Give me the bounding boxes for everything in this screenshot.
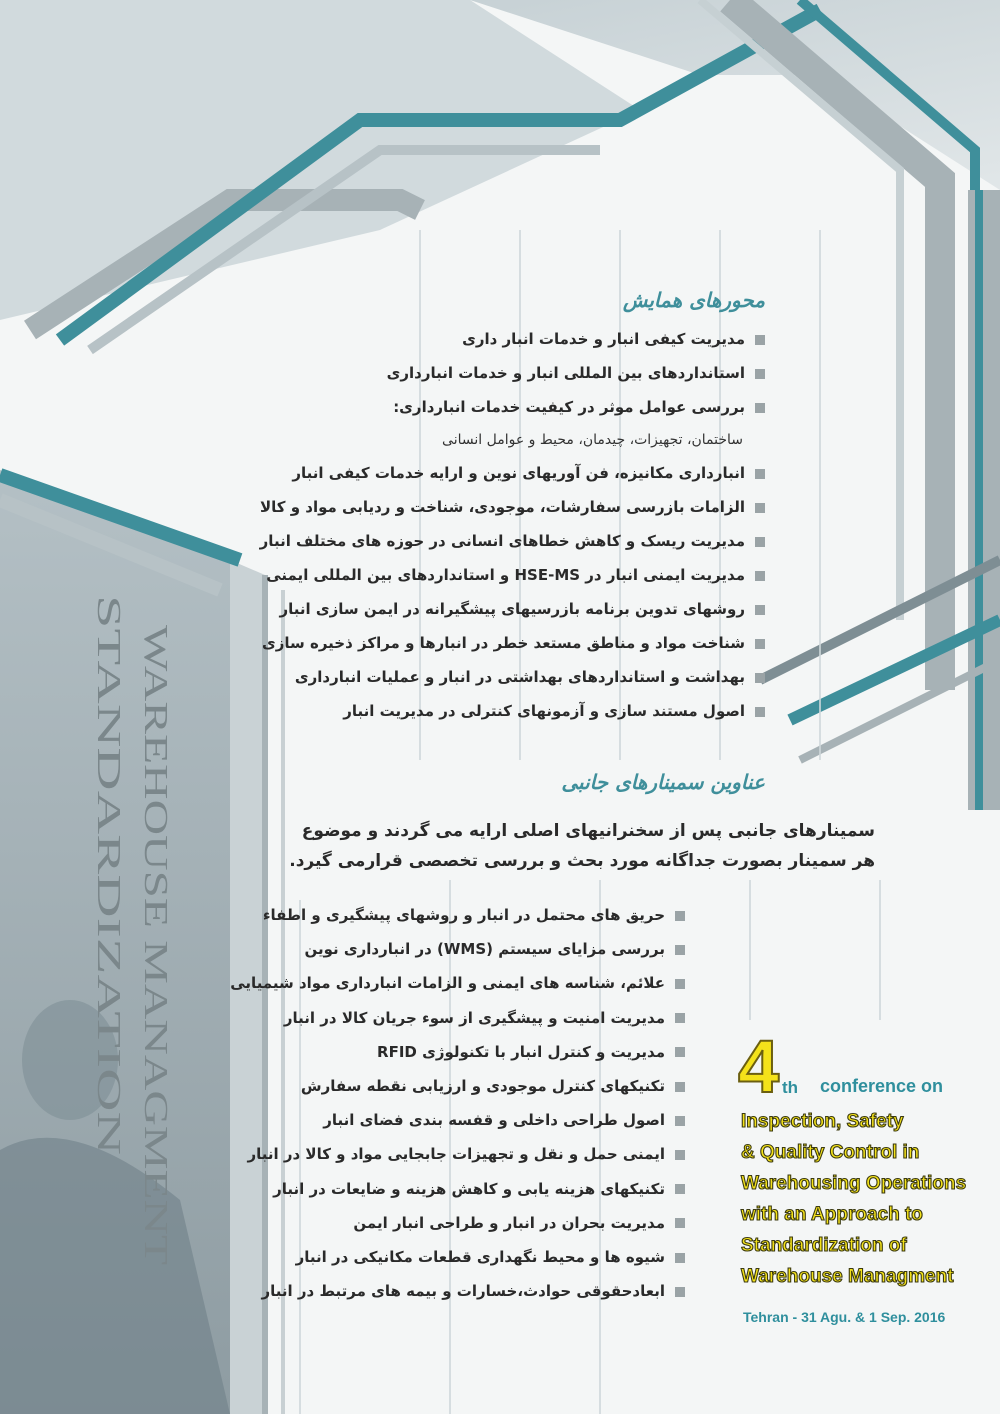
conference-title-line: Warehousing Operations	[741, 1173, 967, 1194]
bullet-square-icon	[755, 403, 765, 413]
axes-sub-item: ساختمان، تجهیزات، چیدمان، محیط و عوامل انسانی	[442, 432, 743, 448]
seminars-title: عناوین سمینارهای جانبی	[561, 770, 765, 794]
axes-item: شناخت مواد و مناطق مستعد خطر در انبارها و مراکز ذخیره سازی	[245, 626, 765, 660]
conference-number: 4	[738, 1025, 780, 1108]
bullet-square-icon	[675, 945, 685, 955]
bullet-square-icon	[755, 469, 765, 479]
seminar-item: اصول طراحی داخلی و قفسه بندی فضای انبار	[275, 1103, 685, 1137]
seminar-item: ایمنی حمل و نقل و تجهیزات جابجایی مواد و کالا در انبار	[275, 1137, 685, 1171]
bullet-square-icon	[755, 369, 765, 379]
axes-item: الزامات بازرسی سفارشات، موجودی، شناخت و ردیابی مواد و کالا	[245, 490, 765, 524]
axes-item: انبارداری مکانیزه، فن آوریهای نوین و ارایه خدمات کیفی انبار	[245, 456, 765, 490]
seminar-item: مدیریت بحران در انبار و طراحی انبار ایمن	[275, 1206, 685, 1240]
bullet-square-icon	[755, 537, 765, 547]
bullet-square-icon	[755, 335, 765, 345]
axes-item: مدیریت ایمنی انبار در HSE-MS و استانداردهای بین المللی ایمنی	[245, 558, 765, 592]
seminars-list	[230, 898, 685, 1308]
bullet-square-icon	[755, 707, 765, 717]
bullet-square-icon	[755, 605, 765, 615]
conference-title-line: with an Approach to	[741, 1204, 923, 1225]
axes-item: اصول مستند سازی و آزمونهای کنترلی در مدیریت انبار	[245, 694, 765, 728]
axes-item: استانداردهای بین المللی انبار و خدمات انبارداری	[245, 356, 765, 390]
seminars-intro	[275, 816, 875, 876]
bullet-square-icon	[755, 673, 765, 683]
bullet-square-icon	[755, 571, 765, 581]
conference-title-line: Warehouse Managment	[741, 1266, 954, 1287]
bullet-square-icon	[675, 979, 685, 989]
seminar-item: ابعادحقوقی حوادث،خسارات و بیمه های مرتبط در انبار	[275, 1274, 685, 1308]
bullet-square-icon	[675, 1253, 685, 1263]
conference-title	[741, 1106, 966, 1292]
seminar-item: بررسی مزایای سیستم (WMS) در انبارداری نوین	[275, 932, 685, 966]
bullet-square-icon	[675, 1047, 685, 1057]
conference-subtitle: conference on	[820, 1076, 944, 1096]
axes-item: بهداشت و استانداردهای بهداشتی در انبار و عملیات انبارداری	[245, 660, 765, 694]
bullet-square-icon	[675, 1013, 685, 1023]
axes-item: مدیریت ریسک و کاهش خطاهای انسانی در حوزه های مختلف انبار	[245, 524, 765, 558]
seminar-item: حریق های محتمل در انبار و روشهای پیشگیری و اطفاء	[275, 898, 685, 932]
bullet-square-icon	[675, 1116, 685, 1126]
bullet-square-icon	[755, 639, 765, 649]
seminar-item: مدیریت امنیت و پیشگیری از سوء جریان کالا در انبار	[275, 1001, 685, 1035]
vertical-title-line2: STANDARDIZATION	[90, 595, 127, 912]
seminar-item: شیوه ها و محیط نگهداری قطعات مکانیکی در انبار	[275, 1240, 685, 1274]
bullet-square-icon	[675, 1218, 685, 1228]
seminar-item: تکنیکهای کنترل موجودی و ارزیابی نقطه سفارش	[275, 1069, 685, 1103]
seminar-item: مدیریت و کنترل انبار با تکنولوژی RFID	[275, 1035, 685, 1069]
axes-item: مدیریت کیفی انبار و خدمات انبار داری	[245, 322, 765, 356]
bullet-square-icon	[675, 1184, 685, 1194]
conference-title-line: & Quality Control in	[741, 1142, 920, 1163]
seminar-item: علائم، شناسه های ایمنی و الزامات انبارداری مواد شیمیایی	[275, 966, 685, 1000]
conference-axes-section	[245, 288, 765, 728]
bullet-square-icon	[675, 1150, 685, 1160]
seminars-intro-line2: هر سمینار بصورت جداگانه مورد بحث و بررسی تخصصی قرارمی گیرد.	[289, 851, 875, 871]
axes-title: محورهای همایش	[622, 288, 765, 312]
axes-item: روشهای تدوین برنامه بازرسیهای پیشگیرانه در ایمن سازی انبار	[245, 592, 765, 626]
vertical-title	[60, 595, 174, 1295]
bullet-square-icon	[755, 503, 765, 513]
conference-date: Tehran - 31 Agu. & 1 Sep. 2016	[743, 1309, 946, 1325]
axes-item: بررسی عوامل موثر در کیفیت خدمات انبارداری:	[245, 390, 765, 424]
conference-number-suffix: th	[782, 1078, 799, 1097]
vertical-title-line1: WAREHOUSE MANAGMENT	[137, 625, 174, 1068]
bullet-square-icon	[675, 1287, 685, 1297]
seminar-item: تکنیکهای هزینه یابی و کاهش هزینه و ضایعات در انبار	[275, 1172, 685, 1206]
conference-title-line: Inspection, Safety	[741, 1111, 904, 1132]
bullet-square-icon	[675, 1082, 685, 1092]
conference-title-line: Standardization of	[741, 1235, 907, 1256]
seminars-intro-line1: سمینارهای جانبی پس از سخنرانیهای اصلی ارایه می گردند و موضوع	[301, 821, 875, 841]
bullet-square-icon	[675, 911, 685, 921]
